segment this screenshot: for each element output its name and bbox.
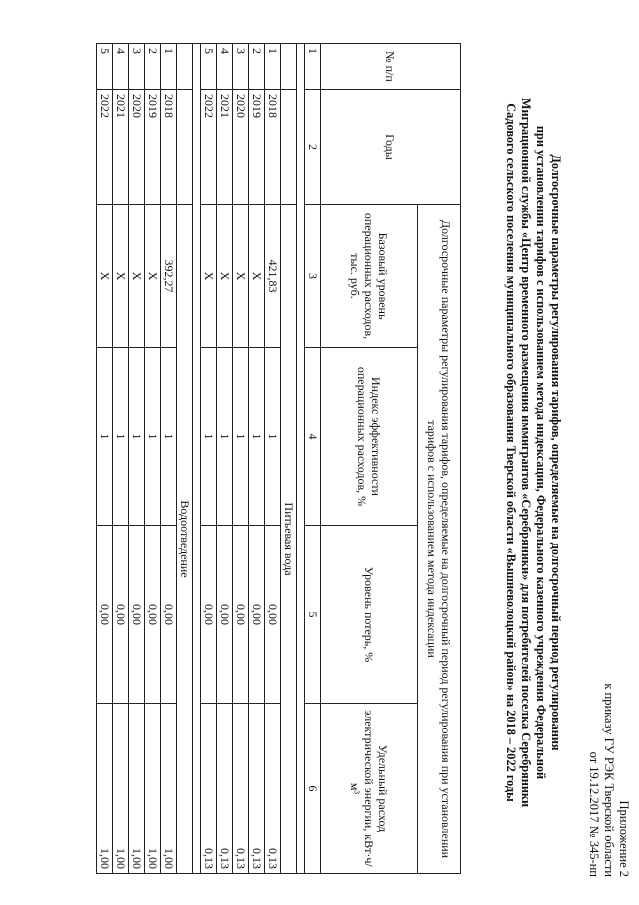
row-efficiency-index: 1 [161,348,177,526]
row-base-level: 421,83 [265,205,281,348]
row-loss-level: 0,00 [249,526,265,704]
table-row [113,44,129,874]
table-row [233,44,249,874]
row-number: 3 [233,44,249,90]
row-year: 2019 [249,90,265,205]
row-loss-level: 0,00 [145,526,161,704]
row-base-level: 392,27 [161,205,177,348]
row-energy-consumption: 1,00 [113,704,129,874]
row-loss-level: 0,00 [265,526,281,704]
annex-block [586,683,631,877]
table-row [249,44,265,874]
section-title-row [281,44,297,874]
row-year: 2020 [129,90,145,205]
row-base-level: Х [145,205,161,348]
row-number: 1 [265,44,281,90]
header-loss-level: Уровень потерь, % [321,526,418,704]
title-line-3: Миграционной службы «Центр временного размещения иммигрантов «Серебряники» для потребителей поселка Серебряники [519,97,533,808]
row-energy-consumption: 1,00 [129,704,145,874]
row-efficiency-index: 1 [129,348,145,526]
title-line-2: при установлении тарифов с использованием метода индексации, Федерального казенного учреждения Федеральной [534,125,548,780]
table-row [97,44,113,874]
row-base-level: Х [97,205,113,348]
row-year: 2018 [161,90,177,205]
row-energy-consumption: 0,13 [201,704,217,874]
row-energy-consumption: 0,13 [249,704,265,874]
header-efficiency-index: Индекс эффективности операционных расходов, % [321,348,418,526]
header-energy-consumption: Удельный расход электрической энергии, кВт·ч/м³ [321,704,418,874]
row-efficiency-index: 1 [233,348,249,526]
row-base-level: Х [201,205,217,348]
column-number-cell: 3 [305,205,321,348]
section-empty-cell [281,44,297,90]
section-empty-cell [177,44,193,90]
row-efficiency-index: 1 [97,348,113,526]
row-base-level: Х [113,205,129,348]
column-number-cell: 4 [305,348,321,526]
header-years: Годы [321,90,461,205]
row-base-level: Х [217,205,233,348]
column-number-cell: 1 [305,44,321,90]
spacer-cell [193,44,201,874]
title-line-4: Садового сельского поселения муниципального образования Тверской области «Вышневолоцкий район» на 2018 – 2022 годы [504,103,518,802]
row-efficiency-index: 1 [113,348,129,526]
section-title: Водоотведение [177,205,193,874]
row-base-level: Х [129,205,145,348]
header-num: № п/п [321,44,461,90]
annex-line-2: к приказу ГУ РЭК Тверской области [602,683,616,877]
spacer-cell [297,44,305,874]
row-loss-level: 0,00 [217,526,233,704]
row-number: 4 [217,44,233,90]
header-base-level: Базовый уровень операционных расходов, тыс. руб. [321,205,418,348]
row-number: 3 [129,44,145,90]
title-line-1: Долгосрочные параметры регулирования тарифов, определяемые на долгосрочный период регулирования [549,154,563,751]
row-number: 2 [145,44,161,90]
column-number-cell: 6 [305,704,321,874]
row-loss-level: 0,00 [97,526,113,704]
row-loss-level: 0,00 [233,526,249,704]
row-efficiency-index: 1 [201,348,217,526]
annex-line-1: Приложение 2 [617,800,631,877]
row-energy-consumption: 1,00 [97,704,113,874]
row-loss-level: 0,00 [113,526,129,704]
column-number-cell: 5 [305,526,321,704]
row-year: 2022 [201,90,217,205]
row-year: 2018 [265,90,281,205]
table-row [201,44,217,874]
section-spacer [193,44,201,874]
row-number: 1 [161,44,177,90]
row-efficiency-index: 1 [217,348,233,526]
row-energy-consumption: 0,13 [233,704,249,874]
row-year: 2022 [97,90,113,205]
table-row [217,44,233,874]
row-energy-consumption: 1,00 [145,704,161,874]
row-year: 2020 [233,90,249,205]
row-number: 5 [97,44,113,90]
table-row [145,44,161,874]
row-number: 2 [249,44,265,90]
row-energy-consumption: 1,00 [161,704,177,874]
section-empty-cell [281,90,297,205]
document-title [503,40,563,865]
row-efficiency-index: 1 [145,348,161,526]
row-loss-level: 0,00 [161,526,177,704]
row-year: 2021 [217,90,233,205]
row-base-level: Х [233,205,249,348]
section-spacer [297,44,305,874]
annex-line-3: от 19.12.2017 № 345-нп [587,751,601,877]
row-energy-consumption: 0,13 [265,704,281,874]
row-year: 2019 [145,90,161,205]
row-number: 4 [113,44,129,90]
section-empty-cell [177,90,193,205]
table-row [161,44,177,874]
section-title: Питьевая вода [281,205,297,874]
row-efficiency-index: 1 [249,348,265,526]
section-title-row [177,44,193,874]
row-base-level: Х [249,205,265,348]
header-group: Долгосрочные параметры регулирования тарифов, определяемые на долгосрочный период регулирования при установлении тарифов с использованием метода индексации [418,205,461,874]
table-row [265,44,281,874]
row-efficiency-index: 1 [265,348,281,526]
row-energy-consumption: 0,13 [217,704,233,874]
row-loss-level: 0,00 [201,526,217,704]
column-numbers-row [305,44,321,874]
row-loss-level: 0,00 [129,526,145,704]
column-number-cell: 2 [305,90,321,205]
table-row [129,44,145,874]
row-number: 5 [201,44,217,90]
parameters-table [96,43,461,874]
row-year: 2021 [113,90,129,205]
